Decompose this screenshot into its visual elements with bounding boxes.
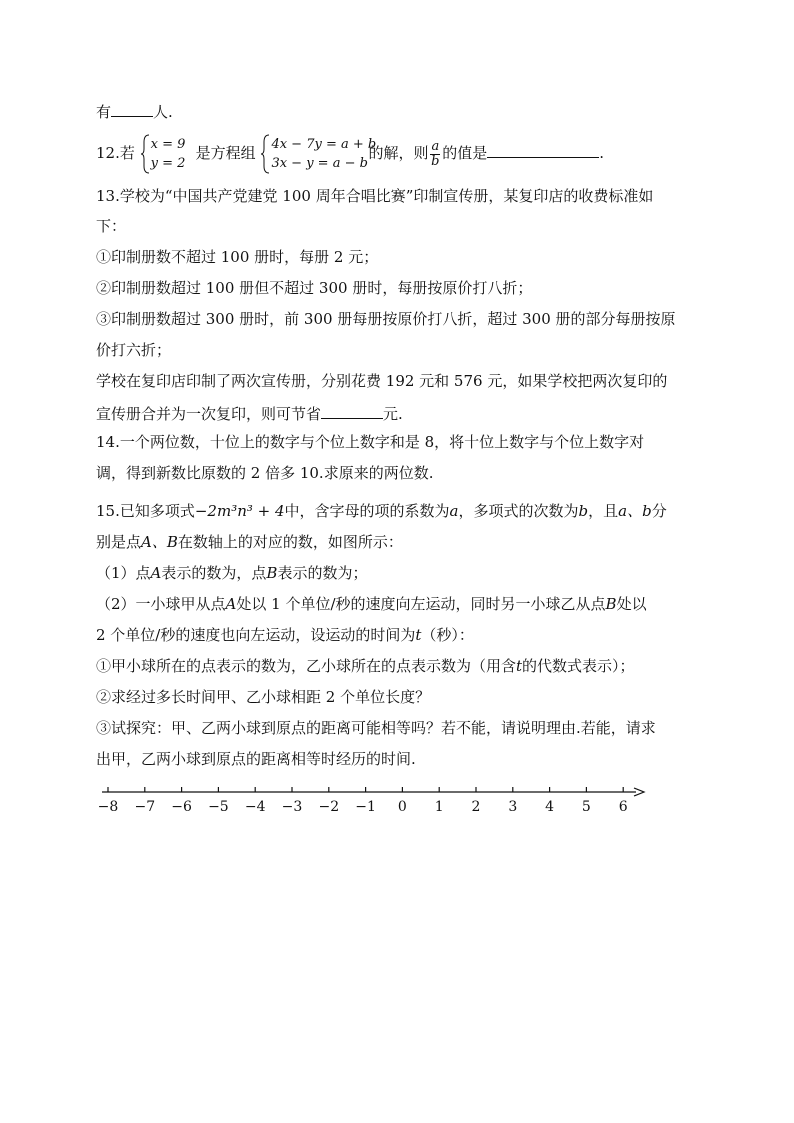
q15-line	[96, 501, 667, 521]
math-var: A、B	[141, 533, 178, 551]
equation-line: x = 9	[150, 137, 186, 152]
text-span: （1）点	[96, 564, 151, 582]
text-span: 人.	[153, 103, 173, 121]
tick-label: −6	[171, 799, 192, 815]
text-span: 的解，则	[368, 144, 429, 162]
equation-line: 3x − y = a − b	[271, 156, 368, 171]
tick-label: −2	[318, 799, 340, 815]
text-span: 的值是	[442, 144, 488, 162]
q15-sub-1	[96, 656, 635, 676]
text-span: 处以	[616, 595, 647, 613]
tick-label: 0	[397, 799, 407, 815]
text-span: ①甲小球所在的点表示的数为，乙小球所在的点表示数为（用含	[96, 657, 517, 675]
tick-label: −4	[244, 799, 266, 815]
equation-line: y = 2	[150, 156, 186, 171]
tick-label: 2	[471, 799, 481, 815]
text-span: 别是点	[96, 533, 142, 551]
equation-system	[260, 134, 377, 174]
q13-answer-line	[96, 402, 403, 424]
question-12	[96, 132, 604, 174]
text-span: .	[599, 144, 605, 162]
text-span: 是方程组	[195, 144, 256, 162]
tick-label: 1	[434, 799, 444, 815]
text-span: 表示的数为，点	[161, 564, 267, 582]
fraction-denominator: b	[431, 153, 440, 169]
q13-line: 13.学校为“中国共产党建党 100 周年合唱比赛”印制宣传册，某复印店的收费标准如	[96, 187, 654, 205]
q15-line	[96, 625, 474, 645]
answer-blank	[111, 100, 153, 117]
tick-label: −1	[355, 799, 376, 815]
q13-rule-3: ③印制册数超过 300 册时，前 300 册每册按原价打八折，超过 300 册的部分每册按原	[96, 310, 676, 328]
tick-label: −8	[97, 799, 119, 815]
math-var: t	[415, 626, 422, 644]
q15-sub-3: ③试探究：甲、乙两小球到原点的距离可能相等吗？若不能，请说明理由.若能，请求	[96, 719, 656, 737]
text-span: 15.已知多项式	[96, 502, 195, 520]
fraction-numerator: a	[431, 138, 440, 154]
text-span: 在数轴上的对应的数，如图所示：	[177, 533, 403, 551]
tick-label: 4	[545, 799, 555, 815]
text-span: ，多项式的次数为	[458, 502, 579, 520]
tick-label: 3	[508, 799, 518, 815]
q14-line: 14.一个两位数，十位上的数字与个位上数字和是 8，将十位上数字与个位上数字对	[96, 433, 645, 451]
q13-line: 下：	[96, 217, 127, 235]
tick-label: 6	[618, 799, 628, 815]
text-span: 分	[651, 502, 667, 520]
number-line	[96, 778, 656, 828]
q13-line: 价打六折；	[96, 341, 172, 359]
q11-tail	[96, 100, 173, 122]
q15-sub-2: ②求经过多长时间甲、乙小球相距 2 个单位长度？	[96, 688, 431, 706]
question-number: 12.若	[96, 144, 135, 162]
tick-label: −5	[208, 799, 229, 815]
math-var: A	[150, 564, 162, 582]
q13-line: 学校在复印店印制了两次宣传册，分别花费 192 元和 576 元，如果学校把两次复印的	[96, 372, 668, 390]
q15-part-2	[96, 594, 647, 614]
fraction	[430, 140, 440, 169]
q14-line: 调，得到新数比原数的 2 倍多 10.求原来的两位数.	[96, 464, 434, 482]
tick-label: −3	[281, 799, 303, 815]
solution-system	[140, 134, 196, 174]
brace-icon	[260, 134, 270, 174]
answer-blank	[487, 141, 599, 158]
text-span: 表示的数为；	[277, 564, 368, 582]
text-span: 中，含字母的项的系数为	[284, 502, 450, 520]
math-var: A	[225, 595, 237, 613]
text-span: 的代数式表示）；	[522, 657, 635, 675]
text-span: 元.	[383, 405, 403, 423]
math-var: t	[516, 657, 523, 675]
math-var: B	[266, 564, 278, 582]
math-var: a、b	[618, 502, 652, 520]
polynomial: −2m³n³ + 4	[194, 502, 285, 520]
q13-rule-2: ②印制册数超过 100 册但不超过 300 册时，每册按原价打八折；	[96, 279, 533, 297]
text-span: 宣传册合并为一次复印，则可节省	[96, 405, 322, 423]
text-span: （秒）：	[421, 626, 474, 644]
text-span: 处以 1 个单位/秒的速度向左运动，同时另一小球乙从点	[236, 595, 606, 613]
tick-label: −7	[134, 799, 156, 815]
text-span: 2 个单位/秒的速度也向左运动，设运动的时间为	[96, 626, 416, 644]
math-var: b	[578, 502, 589, 520]
equation-line: 4x − 7y = a + b	[271, 137, 377, 152]
text-span: 有	[96, 103, 112, 121]
q15-line	[96, 532, 403, 552]
q13-rule-1: ①印制册数不超过 100 册时，每册 2 元；	[96, 248, 379, 266]
tick-label: 5	[581, 799, 591, 815]
text-span: （2）一小球甲从点	[96, 595, 226, 613]
math-var: B	[605, 595, 617, 613]
q15-part-1	[96, 563, 367, 583]
q15-line: 出甲，乙两小球到原点的距离相等时经历的时间.	[96, 750, 416, 768]
text-span: ，且	[588, 502, 619, 520]
math-var: a	[449, 502, 459, 520]
brace-icon	[140, 134, 150, 174]
answer-blank	[321, 402, 383, 419]
